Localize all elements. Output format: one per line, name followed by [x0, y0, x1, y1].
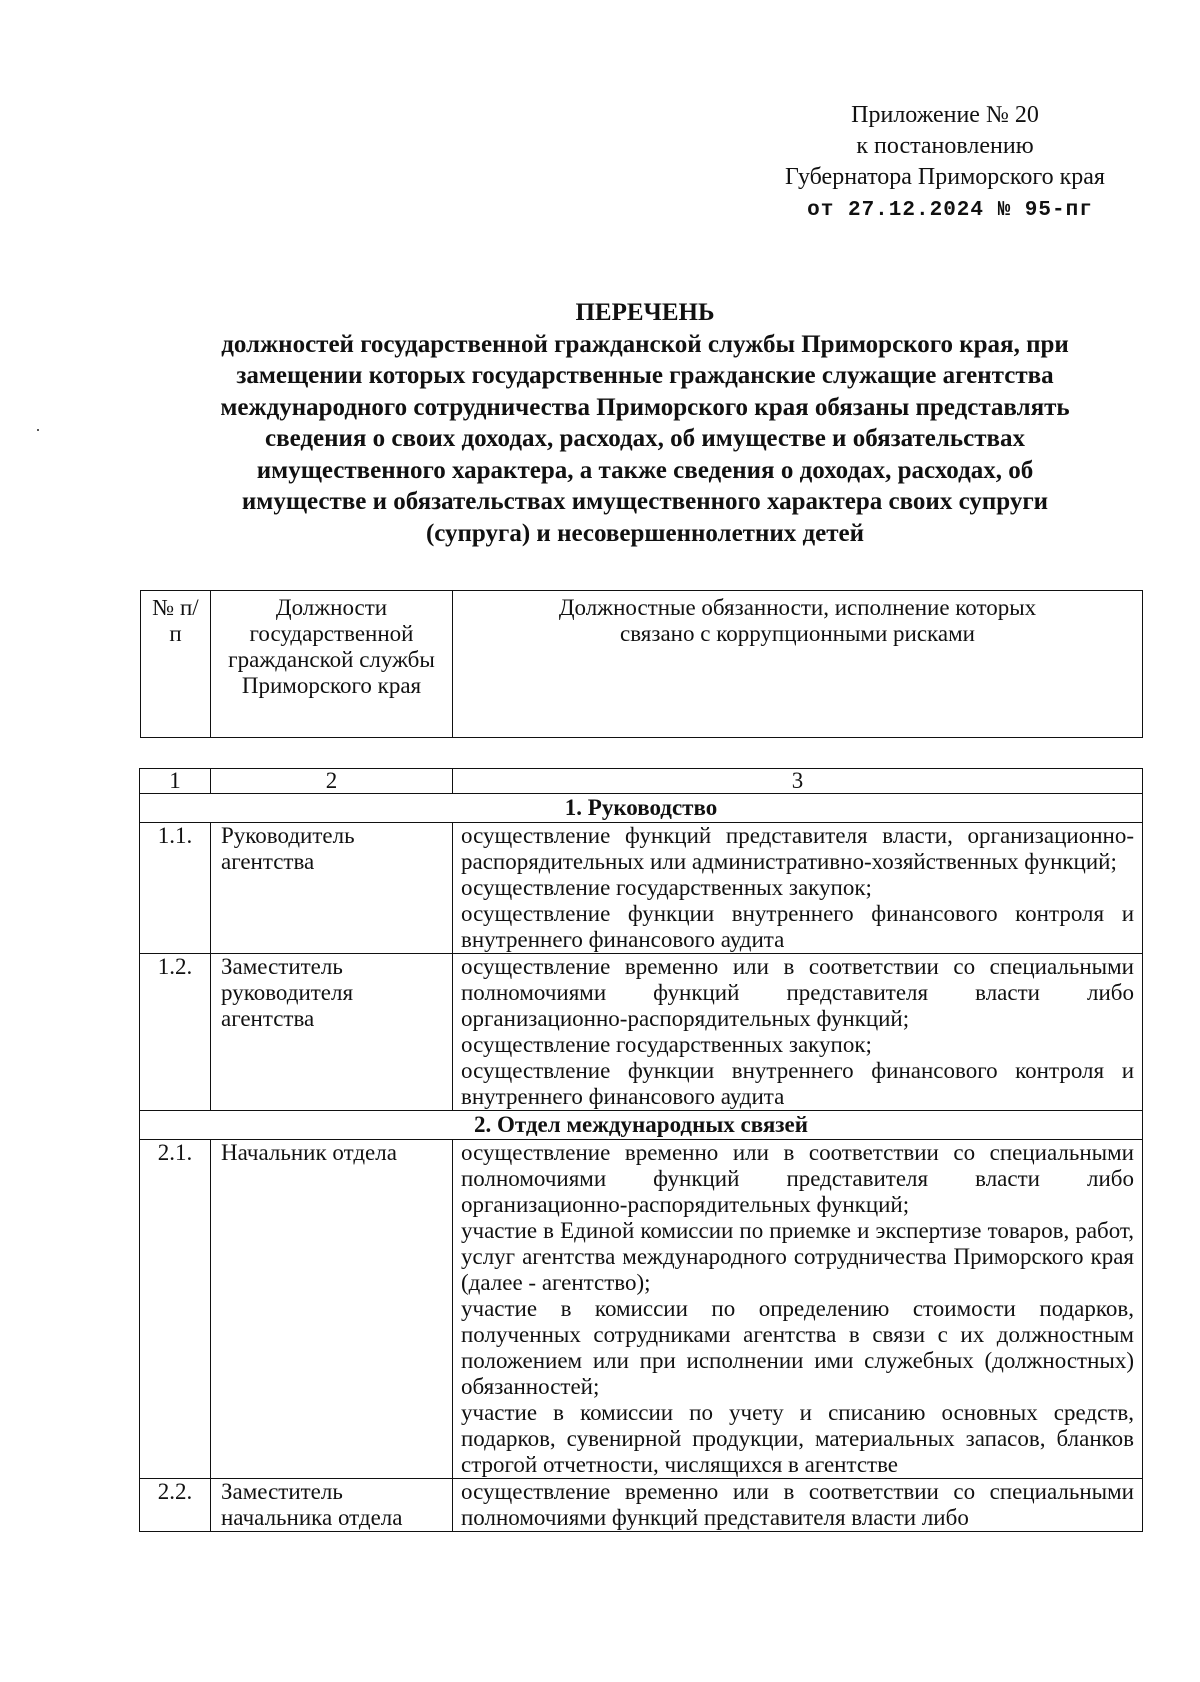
- row-position: Начальник отдела: [211, 1140, 453, 1479]
- row-duties: [453, 1479, 1143, 1532]
- header-col-duties: Должностные обязанности, исполнение которых связано с коррупционными рисками: [453, 591, 1143, 738]
- title-heading: ПЕРЕЧЕНЬ: [575, 299, 715, 326]
- duty-item: осуществление функции внутреннего финансового контроля и внутреннего финансового аудита: [461, 901, 1134, 952]
- duty-item: осуществление государственных закупок;: [461, 875, 872, 900]
- header-col-number: № п/п: [141, 591, 211, 738]
- column-number: 2: [211, 769, 453, 794]
- scan-speck: [37, 429, 39, 431]
- duty-item: осуществление государственных закупок;: [461, 1032, 872, 1057]
- section-row: [140, 794, 1143, 823]
- duty-item: осуществление временно или в соответствии со специальными полномочиями функций представителя власти либо организационно-распорядительных функций;: [461, 954, 1134, 1031]
- table-row: [140, 823, 1143, 954]
- row-number: 1.2.: [140, 954, 211, 1111]
- section-title: 1. Руководство: [140, 794, 1143, 823]
- row-duties: [453, 823, 1143, 954]
- title-line: замещении которых государственные гражданские служащие агентства: [236, 362, 1054, 389]
- title-line: должностей государственной гражданской службы Приморского края, при: [221, 330, 1069, 358]
- appendix-date: от 27.12.2024 № 95-пг: [807, 199, 1093, 222]
- title-line: имущественного характера, а также сведения о доходах, расходах, об: [256, 456, 1034, 484]
- appendix-header: [740, 100, 1150, 226]
- appendix-number: Приложение № 20: [851, 102, 1039, 128]
- row-duties: [453, 954, 1143, 1111]
- title-line: (супруга) и несовершеннолетних детей: [425, 519, 865, 547]
- title-line: имуществе и обязательствах имущественного характера своих супруги: [241, 488, 1049, 515]
- table-header: [140, 590, 1143, 738]
- duty-item: участие в комиссии по определению стоимости подарков, полученных сотрудниками агентства в связи с их должностным положением или при исполнении ими служебных (должностных) обязанностей;: [461, 1296, 1134, 1399]
- column-number: 1: [140, 769, 211, 794]
- title-line: сведения о своих доходах, расходах, об имуществе и обязательствах: [264, 425, 1026, 452]
- appendix-issuer: Губернатора Приморского края: [785, 164, 1105, 190]
- duty-item: осуществление функции внутреннего финансового контроля и внутреннего финансового аудита: [461, 1058, 1134, 1109]
- row-position: Руководитель агентства: [211, 823, 453, 954]
- table-header-row: [141, 591, 1143, 738]
- title-line: международного сотрудничества Приморского края обязаны представлять: [220, 393, 1070, 421]
- table-row: [140, 954, 1143, 1111]
- column-numbers-row: [140, 769, 1143, 794]
- duty-item: осуществление временно или в соответствии со специальными полномочиями функций представителя власти либо организационно-распорядительных функций;: [461, 1140, 1134, 1217]
- row-position: Заместитель начальника отдела: [211, 1479, 453, 1532]
- duty-item: участие в комиссии по учету и списанию основных средств, подарков, сувенирной продукции, материальных запасов, бланков строгой отчетности, числящихся в агентстве: [461, 1400, 1134, 1477]
- table-row: [140, 1140, 1143, 1479]
- duty-item: участие в Единой комиссии по приемке и экспертизе товаров, работ, услуг агентства международного сотрудничества Приморского края (далее - агентство);: [461, 1218, 1134, 1295]
- positions-table: [139, 768, 1143, 1532]
- section-title: 2. Отдел международных связей: [140, 1111, 1143, 1140]
- column-number: 3: [453, 769, 1143, 794]
- document-title: [150, 297, 1140, 549]
- row-number: 1.1.: [140, 823, 211, 954]
- row-duties: [453, 1140, 1143, 1479]
- row-number: 2.1.: [140, 1140, 211, 1479]
- header-col-position: Должности государственной гражданской службы Приморского края: [211, 591, 453, 738]
- appendix-reference: к постановлению: [856, 133, 1034, 159]
- table-row: [140, 1479, 1143, 1532]
- row-number: 2.2.: [140, 1479, 211, 1532]
- duty-item: осуществление временно или в соответствии со специальными полномочиями функций представителя власти либо: [461, 1479, 1134, 1530]
- row-position: Заместитель руководителя агентства: [211, 954, 453, 1111]
- section-row: [140, 1111, 1143, 1140]
- duty-item: осуществление функций представителя власти, организационно-распорядительных или административно-хозяйственных функций;: [461, 823, 1134, 874]
